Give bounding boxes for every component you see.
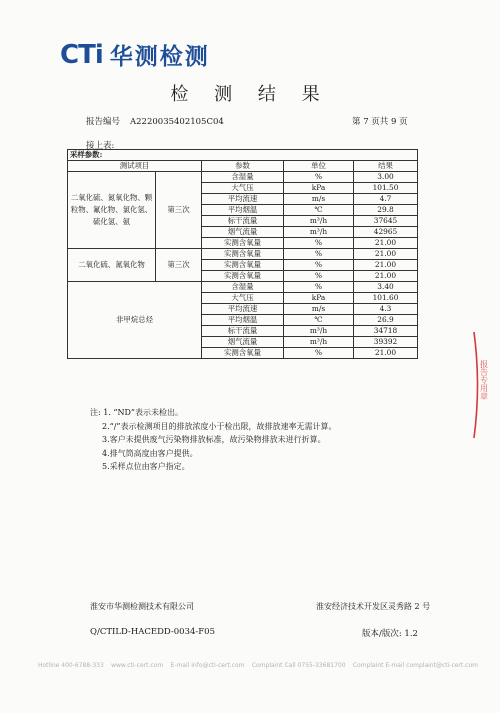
parameter-cell: 平均流速	[202, 194, 284, 205]
svg-text:报告专用章: 报告专用章	[479, 360, 489, 400]
parameter-cell: 实测含氧量	[202, 271, 284, 282]
footer-address: 淮安经济技术开发区灵秀路 2 号	[316, 602, 431, 611]
footer-doc-code: Q/CTILD-HACEDD-0034-F05	[90, 627, 215, 637]
parameter-cell: 大气压	[202, 183, 284, 194]
result-cell: 3.40	[354, 282, 418, 293]
parameter-cell: 含湿量	[202, 282, 284, 293]
complaint-email: Complaint E-mail complaint@cti-cert.com	[352, 662, 478, 669]
result-cell: 21.00	[354, 271, 418, 282]
unit-cell: m/s	[284, 304, 354, 315]
test-item-cell: 二氧化硫、氮氧化物	[68, 249, 156, 282]
round-cell: 第三次	[156, 172, 202, 249]
email: E-mail info@cti-cert.com	[170, 662, 245, 669]
note-line: 3.客户未提供废气污染物排放标准，故污染物排放未进行折算。	[102, 435, 326, 444]
note-line: 4.排气筒高度由客户提供。	[102, 448, 198, 458]
result-cell: 42965	[354, 227, 418, 238]
unit-cell: m³/h	[284, 216, 354, 227]
parameter-cell: 烟气流量	[202, 337, 284, 348]
unit-cell: kPa	[284, 293, 354, 304]
note-line: 2.“/”表示检测项目的排放浓度小于检出限，故排放速率无需计算。	[102, 421, 337, 431]
header-cell: 参数	[202, 161, 284, 172]
header-cell: 测试项目	[68, 161, 202, 172]
table-row	[68, 249, 418, 260]
hotline: Hotline 400-6788-333	[38, 662, 104, 669]
results-table	[67, 149, 418, 359]
page-indicator: 第 7 页共 9 页	[352, 117, 408, 127]
round-cell: 第三次	[156, 249, 202, 282]
parameter-cell: 标干流量	[202, 216, 284, 227]
section-label: 采样参数:	[68, 150, 418, 161]
parameter-cell: 烟气流量	[202, 227, 284, 238]
footer-version: 版本/版次: 1.2	[362, 629, 418, 639]
logo-chinese-name: 华测检测	[109, 44, 210, 70]
result-cell: 26.9	[354, 315, 418, 326]
unit-cell: ℃	[284, 315, 354, 326]
unit-cell: %	[284, 282, 354, 293]
unit-cell: ℃	[284, 205, 354, 216]
unit-cell: %	[284, 271, 354, 282]
complaint-call: Complaint Call 0755-33681700	[251, 662, 346, 669]
parameter-cell: 平均流速	[202, 304, 284, 315]
header-cell: 单位	[284, 161, 354, 172]
result-cell: 101.60	[354, 293, 418, 304]
unit-cell: kPa	[284, 183, 354, 194]
parameter-cell: 实测含氧量	[202, 348, 284, 359]
parameter-cell: 实测含氧量	[202, 249, 284, 260]
company-logo	[60, 38, 210, 71]
parameter-cell: 标干流量	[202, 326, 284, 337]
continued-label: 接上表:	[86, 141, 115, 151]
result-cell: 21.00	[354, 260, 418, 271]
note-line: 5.采样点位由客户指定。	[102, 462, 190, 471]
result-cell: 21.00	[354, 249, 418, 260]
unit-cell: m³/h	[284, 227, 354, 238]
unit-cell: %	[284, 260, 354, 271]
result-cell: 4.7	[354, 194, 418, 205]
header-cell: 结果	[354, 161, 418, 172]
parameter-cell: 实测含氧量	[202, 260, 284, 271]
parameter-cell: 大气压	[202, 293, 284, 304]
report-number-label: 报告编号	[86, 117, 121, 127]
unit-cell: %	[284, 249, 354, 260]
parameter-cell: 平均烟温	[202, 205, 284, 216]
unit-cell: %	[284, 172, 354, 183]
result-cell: 29.8	[354, 205, 418, 216]
test-item-cell: 二氧化硫、氮氧化物、颗粒物、氟化物、氯化氢、硫化氢、氨	[68, 172, 156, 249]
result-cell: 101.50	[354, 183, 418, 194]
header-row	[68, 161, 418, 172]
result-cell: 21.00	[354, 348, 418, 359]
test-item-cell: 非甲烷总烃	[68, 282, 202, 359]
notes	[90, 406, 337, 474]
result-cell: 37645	[354, 216, 418, 227]
table-row	[68, 282, 418, 293]
result-cell: 34718	[354, 326, 418, 337]
seal-stamp-icon	[471, 330, 491, 440]
section-row	[68, 150, 418, 161]
footer-company: 淮安市华测检测技术有限公司	[90, 602, 194, 611]
unit-cell: m/s	[284, 194, 354, 205]
website: www.cti-cert.com	[111, 662, 164, 669]
logo-brand: CTi	[60, 39, 103, 70]
page-title: 检 测 结 果	[170, 84, 330, 105]
unit-cell: m³/h	[284, 337, 354, 348]
unit-cell: %	[284, 238, 354, 249]
result-cell: 39392	[354, 337, 418, 348]
report-number-value: A2220035402105C04	[130, 117, 224, 127]
report-number	[86, 115, 224, 127]
unit-cell: %	[284, 348, 354, 359]
note-line: 注: 1. “ND”表示未检出。	[90, 408, 184, 417]
table-row	[68, 172, 418, 183]
parameter-cell: 实测含氧量	[202, 238, 284, 249]
result-cell: 4.3	[354, 304, 418, 315]
contact-bar	[38, 662, 478, 669]
unit-cell: m³/h	[284, 326, 354, 337]
result-cell: 3.00	[354, 172, 418, 183]
parameter-cell: 平均烟温	[202, 315, 284, 326]
parameter-cell: 含湿量	[202, 172, 284, 183]
result-cell: 21.00	[354, 238, 418, 249]
